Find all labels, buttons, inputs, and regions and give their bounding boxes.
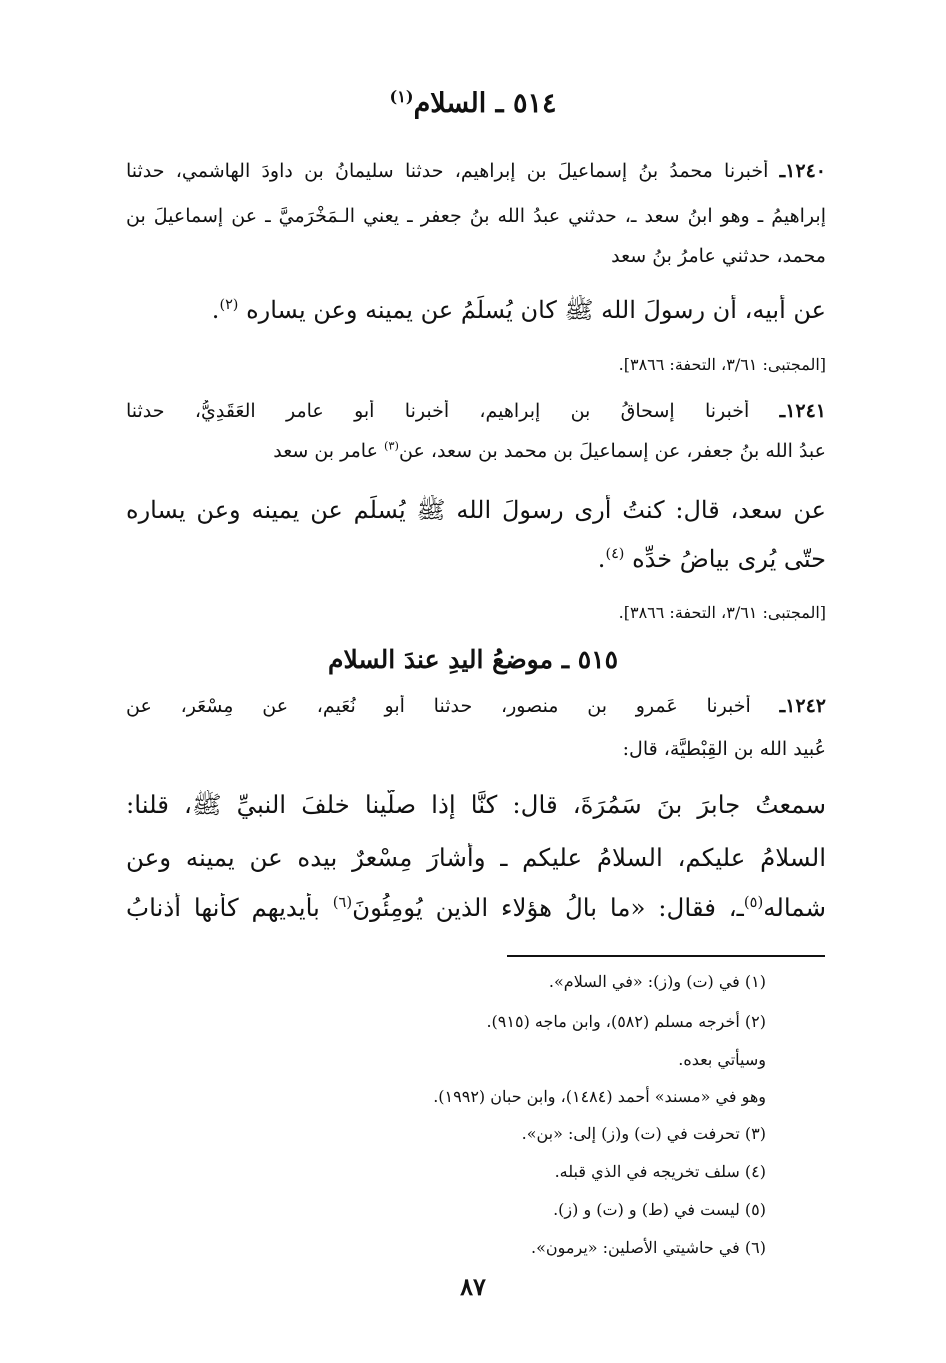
footnote-2-continued bbox=[166, 1050, 766, 1069]
hadith-1241-reference bbox=[126, 603, 826, 622]
isnad-text: إبراهيمُ ـ وهو ابنُ سعد ـ، حدثني عبدُ الله بنُ جعفر ـ يعني الـمَخْرَميَّ ـ عن إسماعيلَ بنِ bbox=[126, 205, 826, 227]
hadith-1240-isnad-line-1 bbox=[126, 160, 826, 182]
footnote-text: (٢) أخرجه مسلم (٥٨٢)، وابن ماجه (٩١٥). bbox=[486, 1012, 766, 1031]
footnote-2-continued bbox=[166, 1087, 766, 1106]
page-number: ٨٧ bbox=[460, 1272, 486, 1301]
footnote-text: وهو في «مسند» أحمد (١٤٨٤)، وابن حبان (١٩٩٢). bbox=[433, 1087, 766, 1106]
hadith-1240-reference bbox=[126, 355, 826, 374]
hadith-1240-isnad-line-2 bbox=[126, 205, 826, 227]
footnote-6 bbox=[166, 1238, 766, 1257]
isnad-text: أخبرنا محمدُ بنُ إسماعيلَ بن إبراهيم، حدثنا سليمانُ بن داودَ الهاشمي، حدثنا bbox=[126, 160, 769, 182]
hadith-number: ١٢٤٠ـ bbox=[779, 160, 826, 182]
reference-text: [المجتبى: ٣/٦١، التحفة: ٣٨٦٦]. bbox=[618, 603, 826, 622]
hadith-number: ١٢٤٢ـ bbox=[779, 695, 826, 717]
hadith-1241-matn-line-2 bbox=[126, 545, 826, 573]
footnote-separator bbox=[507, 955, 825, 957]
hadith-1242-matn-line-1 bbox=[126, 790, 826, 826]
matn-text: شماله bbox=[763, 893, 826, 922]
matn-text: عن أبيه، أن رسولَ الله ﷺ كان يُسلِّمُ عن يمينه وعن يساره bbox=[246, 296, 826, 324]
chapter-heading-515 bbox=[0, 645, 946, 674]
matn-text: بأيديهم كأنها أذنابُ bbox=[126, 893, 320, 922]
footnote-marker: (٤) bbox=[605, 546, 625, 562]
hadith-1241-matn-line-1 bbox=[126, 495, 826, 530]
chapter-heading-514 bbox=[0, 88, 946, 119]
chapter-title: ٥١٥ ـ موضعُ اليدِ عندَ السلام bbox=[327, 645, 619, 674]
hadith-1241-isnad-line-1 bbox=[126, 400, 826, 422]
matn-text: عن سعد، قال: كنتُ أرى رسولَ الله ﷺ يُسلِّم عن يمينه وعن يساره bbox=[126, 496, 826, 524]
footnote-5 bbox=[166, 1200, 766, 1219]
footnote-marker: (٦) bbox=[332, 893, 353, 911]
footnote-text: (٦) في حاشيتي الأصلين: «يرمون». bbox=[531, 1238, 766, 1257]
matn-text: السلامُ عليكم، السلامُ عليكم ـ وأشارَ مِسْعرٌ بيده عن يمينه وعن bbox=[126, 843, 826, 872]
matn-text: سمعتُ جابرَ بنَ سَمُرَةَ، قال: كنَّا إذا صلَّينا خلفَ النبيِّ ﷺ، قلنا: bbox=[126, 790, 826, 819]
footnote-2 bbox=[166, 1012, 766, 1031]
footnote-marker: (١) bbox=[389, 87, 414, 106]
hadith-1240-isnad-line-3 bbox=[126, 245, 826, 267]
isnad-text: أخبرنا عَمرو بن منصور، حدثنا أبو نُعَيم، عن مِسْعَر، عن bbox=[126, 695, 751, 717]
hadith-number: ١٢٤١ـ bbox=[779, 400, 826, 422]
footnote-4 bbox=[166, 1162, 766, 1181]
matn-text: ـ، فقال: «ما بالُ هؤلاء الذين يُومِئُونَ bbox=[352, 893, 744, 922]
hadith-1242-matn-line-2 bbox=[126, 843, 826, 872]
footnote-text: (٥) ليست في (ط) و (ت) و (ز). bbox=[553, 1200, 766, 1219]
hadith-1241-isnad-line-2 bbox=[126, 440, 826, 462]
matn-end: . bbox=[597, 545, 606, 573]
reference-text: [المجتبى: ٣/٦١، التحفة: ٣٨٦٦]. bbox=[618, 355, 826, 374]
footnote-text: (٣) تحرفت في (ت) و(ز) إلى: «بن». bbox=[521, 1124, 766, 1143]
hadith-1240-matn bbox=[126, 295, 826, 330]
footnote-marker: (٥) bbox=[743, 893, 764, 911]
hadith-1242-matn-line-3 bbox=[126, 893, 826, 922]
matn-text: حتّى يُرى بياضُ خدِّه bbox=[632, 545, 826, 573]
footnote-3 bbox=[166, 1124, 766, 1143]
chapter-title: ٥١٤ ـ السلام bbox=[413, 88, 557, 119]
footnote-marker: (٢) bbox=[219, 297, 239, 313]
isnad-text: عُبيد الله بن القِبْطيَّة، قال: bbox=[622, 738, 826, 760]
footnote-text: وسيأتي بعده. bbox=[678, 1050, 766, 1069]
hadith-1242-isnad-line-1 bbox=[126, 695, 826, 717]
matn-end: . bbox=[211, 296, 220, 324]
footnote-text: (١) في (ت) و(ز): «في السلام». bbox=[548, 972, 766, 991]
footnote-marker: (٣) bbox=[383, 440, 399, 453]
footnote-text: (٤) سلف تخريجه في الذي قبله. bbox=[554, 1162, 766, 1181]
isnad-text: أخبرنا إسحاقُ بن إبراهيم، أخبرنا أبو عامر العَقَدِيُّ، حدثنا bbox=[126, 400, 750, 422]
footnote-1 bbox=[166, 972, 766, 991]
isnad-text: محمد، حدثني عامرُ بنُ سعد bbox=[611, 245, 826, 267]
isnad-text: عبدُ الله بنُ جعفر، عن إسماعيلَ بنِ محمد بن سعد، عن bbox=[399, 440, 826, 462]
isnad-text: عامر بنِ سعد bbox=[273, 440, 378, 462]
hadith-1242-isnad-line-2 bbox=[126, 738, 826, 760]
